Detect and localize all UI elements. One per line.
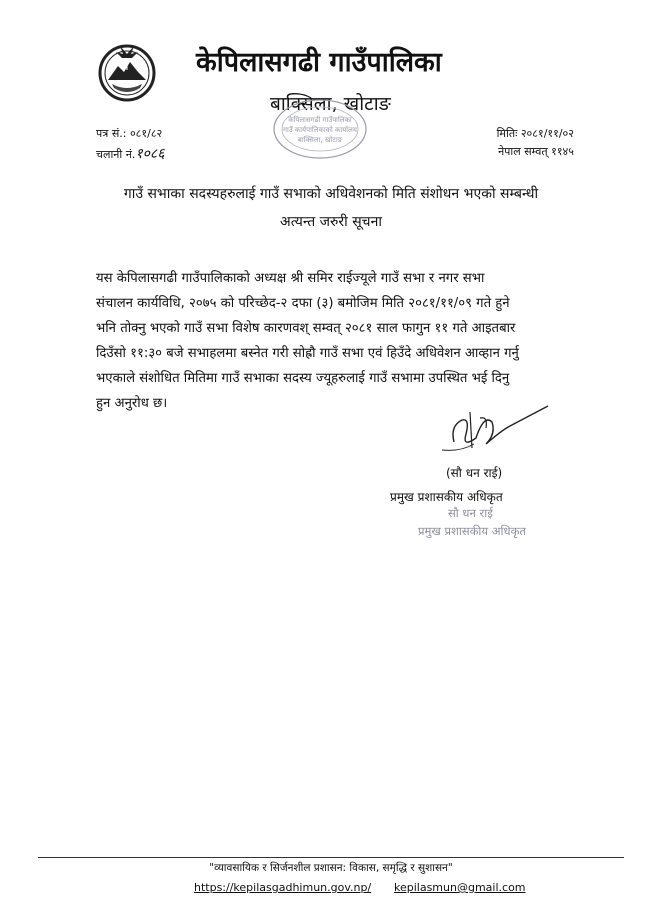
email-link[interactable]: kepilasmun@gmail.com xyxy=(394,881,526,894)
nepal-era: नेपाल सम्वत् ११४५ xyxy=(498,145,574,158)
notice-body: यस केपिलासगढी गाउँपालिकाको अध्यक्ष श्री समिर राईज्यूले गाउँ सभा र नगर सभा संचालन कार्यविधि, २०७५ को परिच्छेद-२ दफा (३) बमोजिम मिति २०८१/११/०९ गते हुने भनि तोक्नु भएको गाउँ सभा विशेष कारणवश् सम्वत् २०८१ साल फागुन ११ गते आइतबार दिउँसो ११:३० बजे सभाहलमा बस्नेत गरी सोह्रौ गाउँ सभा एवं हिउँदे अधिवेशन आव्हान गर्नु भएकाले संशोधित मितिमा गाउँ सभाका सदस्य ज्यूहरुलाई गाउँ सभामा उपस्थित भई दिनु हुन अनुरोध छ। xyxy=(96,271,519,411)
government-emblem-icon xyxy=(96,40,158,102)
signatory-title: प्रमुख प्रशासकीय अधिकृत xyxy=(390,490,503,504)
subject-line-2: अत्यन्त जरुरी सूचना xyxy=(280,214,382,230)
signatory-name: (सौ धन राई) xyxy=(446,466,503,480)
dispatch-number xyxy=(96,144,164,163)
subject-line-1: गाउँ सभाका सदस्यहरुलाई गाउँ सभाको अधिवेशनको मिति संशोधन भएको सम्बन्धी xyxy=(123,186,539,202)
stamp-text-line: केपिलासगढी गाउँपालिका xyxy=(288,116,352,124)
letter-date: मितिः २०८१/११/०२ xyxy=(496,127,574,140)
footer-divider xyxy=(38,857,624,858)
footer-motto: "व्यावसायिक र सिर्जनशील प्रशासन: विकास, समृद्धि र सुशासन" xyxy=(209,862,453,874)
organization-address: बाक्सिला, खोटाङ xyxy=(270,93,391,115)
name-stamp: सौ धन राई xyxy=(448,506,493,520)
website-link[interactable]: https://kepilasgadhimun.gov.np/ xyxy=(194,881,372,894)
dispatch-value: १०८६ xyxy=(135,146,165,162)
office-stamp xyxy=(272,98,368,160)
organization-name: केपिलासगढी गाउँपालिका xyxy=(196,47,442,78)
letter-number: पत्र सं.: ०८१/८२ xyxy=(96,127,163,140)
dispatch-label: चलानी नं. xyxy=(96,148,136,161)
signature-image xyxy=(440,404,550,456)
title-stamp: प्रमुख प्रशासकीय अधिकृत xyxy=(418,524,526,538)
stamp-text-line: गाउँ कार्यपालिकाको कार्यालय xyxy=(283,126,357,134)
stamp-text-line: बाक्सिला, खोटाङ xyxy=(297,136,343,144)
